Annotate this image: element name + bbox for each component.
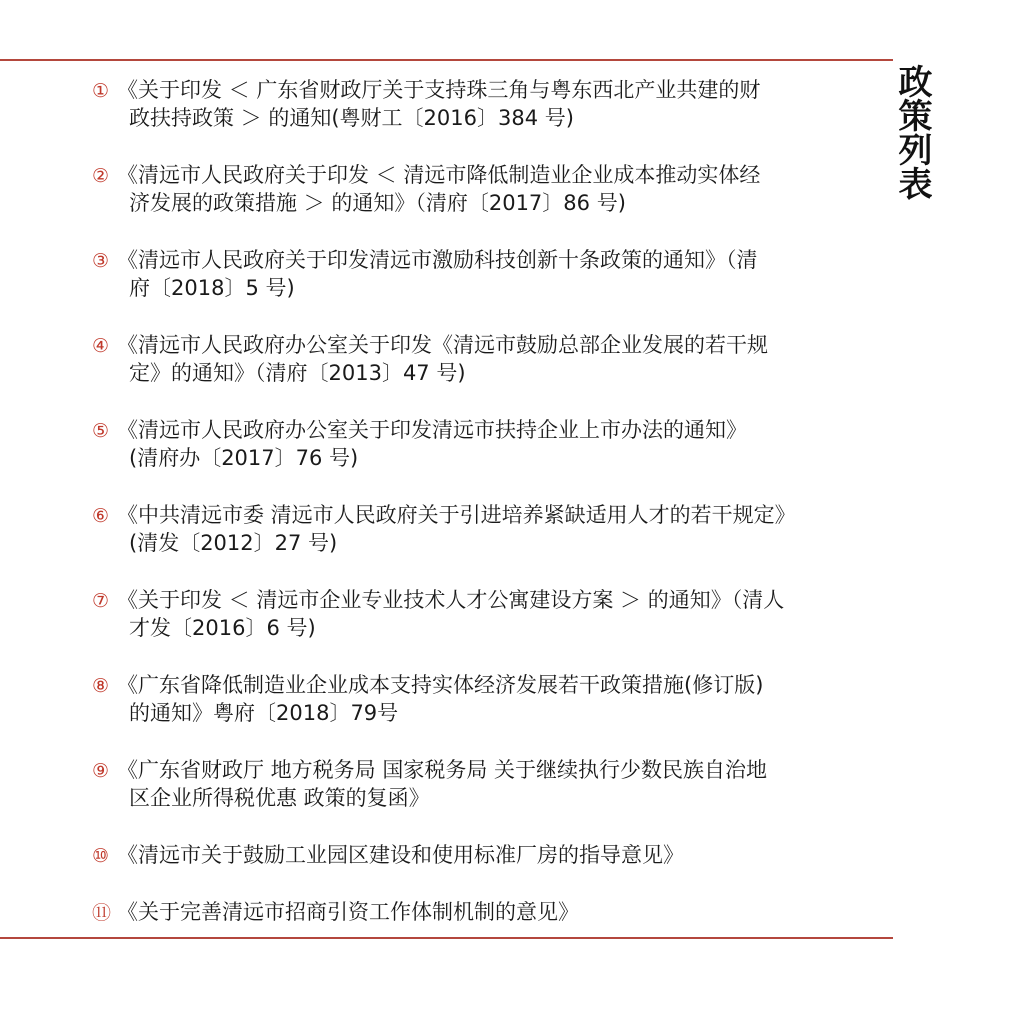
item-text	[117, 331, 872, 387]
bottom-divider	[0, 937, 893, 939]
item-number: ⑥	[92, 505, 110, 527]
item-line: 才发〔2016〕6 号)	[129, 616, 316, 640]
item-number: ⑪	[92, 902, 112, 924]
item-text	[117, 671, 872, 727]
policy-item-7	[92, 586, 872, 642]
item-line: 《关于完善清远市招商引资工作体制机制的意见》	[117, 900, 579, 924]
item-line: 《广东省财政厅 地方税务局 国家税务局 关于继续执行少数民族自治地	[117, 758, 768, 782]
item-line: 定》的通知》（清府〔2013〕47 号)	[129, 361, 466, 385]
item-text	[117, 898, 872, 926]
item-number: ⑩	[92, 845, 110, 867]
top-divider	[0, 59, 893, 61]
item-text	[117, 841, 872, 869]
item-number: ⑨	[92, 760, 110, 782]
item-text	[117, 161, 872, 217]
item-number: ③	[92, 250, 110, 272]
item-line: 《关于印发 ＜ 广东省财政厅关于支持珠三角与粤东西北产业共建的财	[117, 78, 761, 102]
item-number: ⑦	[92, 590, 110, 612]
policy-item-4	[92, 331, 872, 387]
item-text	[117, 586, 872, 642]
item-line: 济发展的政策措施 ＞ 的通知》（清府〔2017〕86 号)	[129, 191, 626, 215]
item-line: 《中共清远市委 清远市人民政府关于引进培养紧缺适用人才的若干规定》	[117, 503, 796, 527]
policy-item-8	[92, 671, 872, 727]
policy-item-1	[92, 76, 872, 132]
policy-item-11	[92, 898, 872, 928]
item-line: (清发〔2012〕27 号)	[129, 531, 338, 555]
side-title: 政策列表	[892, 64, 932, 200]
item-number: ④	[92, 335, 110, 357]
item-line: 《清远市关于鼓励工业园区建设和使用标准厂房的指导意见》	[117, 843, 684, 867]
item-text	[117, 76, 872, 132]
policy-item-2	[92, 161, 872, 217]
item-line: 《清远市人民政府办公室关于印发清远市扶持企业上市办法的通知》	[117, 418, 747, 442]
item-line: 政扶持政策 ＞ 的通知(粤财工〔2016〕384 号)	[129, 106, 574, 130]
item-text	[117, 501, 872, 557]
item-line: 《清远市人民政府办公室关于印发《清远市鼓励总部企业发展的若干规	[117, 333, 768, 357]
item-number: ②	[92, 165, 110, 187]
item-text	[117, 416, 872, 472]
item-text	[117, 756, 872, 812]
policy-item-5	[92, 416, 872, 472]
item-line: 的通知》粤府〔2018〕79号	[129, 701, 399, 725]
item-line: 《关于印发 ＜ 清远市企业专业技术人才公寓建设方案 ＞ 的通知》（清人	[117, 588, 785, 612]
policy-item-3	[92, 246, 872, 302]
item-line: (清府办〔2017〕76 号)	[129, 446, 359, 470]
item-line: 区企业所得税优惠 政策的复函》	[129, 786, 430, 810]
item-number: ⑤	[92, 420, 110, 442]
item-text	[117, 246, 872, 302]
item-number: ⑧	[92, 675, 110, 697]
item-line: 府〔2018〕5 号)	[129, 276, 295, 300]
item-line: 《广东省降低制造业企业成本支持实体经济发展若干政策措施(修订版)	[117, 673, 764, 697]
item-line: 《清远市人民政府关于印发清远市激励科技创新十条政策的通知》（清	[117, 248, 758, 272]
item-line: 《清远市人民政府关于印发 ＜ 清远市降低制造业企业成本推动实体经	[117, 163, 761, 187]
item-number: ①	[92, 80, 110, 102]
policy-item-10	[92, 841, 872, 871]
policy-item-9	[92, 756, 872, 812]
policy-item-6	[92, 501, 872, 557]
